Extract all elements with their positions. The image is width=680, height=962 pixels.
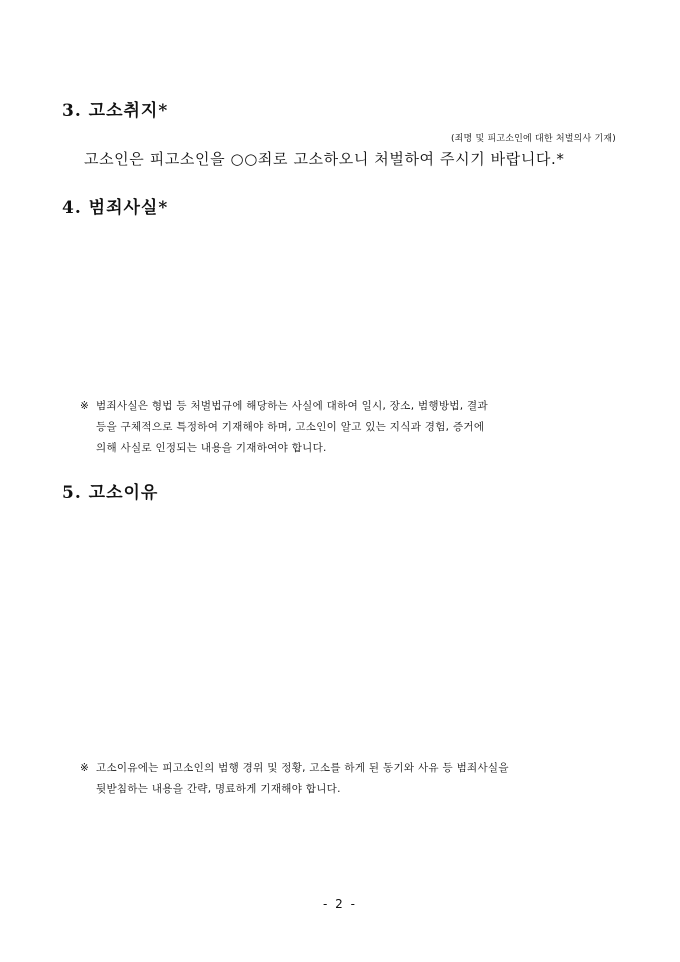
note-mark: ※ [80, 762, 90, 774]
section-4-note-line: 의해 사실로 인정되는 내용을 기재하여야 합니다. [96, 442, 327, 454]
section-3-heading: 3. 고소취지* [62, 101, 169, 121]
section-5-note-line: 고소이유에는 피고소인의 범행 경위 및 정황, 고소를 하게 된 동기와 사유 등 범죄사실을 [96, 762, 509, 774]
section-5-note-line: 뒷받침하는 내용을 간략, 명료하게 기재해야 합니다. [96, 783, 341, 795]
section-4-heading: 4. 범죄사실* [62, 198, 169, 218]
section-4-note-line: 범죄사실은 형법 등 처벌법규에 해당하는 사실에 대하여 일시, 장소, 범행방법, 결과 [96, 400, 488, 412]
note-mark: ※ [80, 400, 90, 412]
page-number: - 2 - [323, 897, 357, 911]
section-5-heading: 5. 고소이유 [62, 483, 159, 503]
section-4-note-line: 등을 구체적으로 특정하여 기재해야 하며, 고소인이 알고 있는 지식과 경험, 증거에 [96, 421, 485, 433]
section-4-note [80, 396, 610, 459]
section-5-note [80, 758, 610, 800]
section-3-hint: (죄명 및 피고소인에 대한 처벌의사 기재) [450, 134, 616, 144]
section-3-purpose-text: 고소인은 피고소인을 ○○죄로 고소하오니 처벌하여 주시기 바랍니다.* [84, 150, 565, 168]
